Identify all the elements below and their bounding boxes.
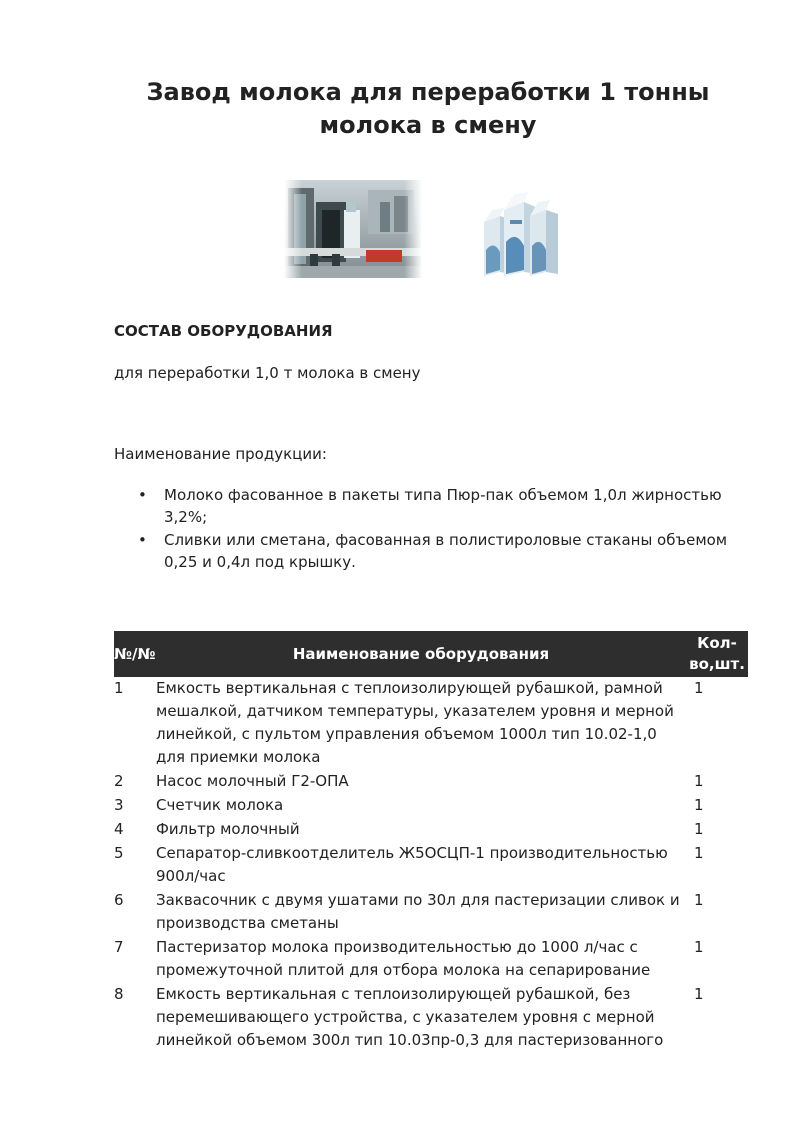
- milk-plant-photo: [284, 180, 422, 278]
- table-row: [114, 983, 748, 1053]
- row-num: 2: [114, 772, 124, 790]
- bullet-icon: •: [138, 486, 147, 504]
- table-row: [114, 794, 748, 818]
- row-qty: 1: [694, 772, 704, 790]
- row-num: 8: [114, 985, 124, 1003]
- row-num: 7: [114, 938, 124, 956]
- section-heading: СОСТАВ ОБОРУДОВАНИЯ: [114, 322, 333, 340]
- products-label: Наименование продукции:: [114, 445, 327, 463]
- table-row: [114, 842, 748, 889]
- row-qty: 1: [694, 985, 704, 1003]
- row-num: 5: [114, 844, 124, 862]
- row-name: Фильтр молочный: [156, 820, 300, 838]
- table-row: [114, 677, 748, 770]
- page-title: Завод молока для переработки 1 тонны молока в смену: [146, 78, 710, 139]
- row-name: Заквасочник с двумя ушатами по 30л для пастеризации сливок и производства сметаны: [156, 891, 680, 932]
- row-num: 4: [114, 820, 124, 838]
- header-qty: Кол-во,шт.: [686, 631, 748, 677]
- row-qty: 1: [694, 844, 704, 862]
- row-name: Насос молочный Г2-ОПА: [156, 772, 349, 790]
- table-header-row: [114, 631, 748, 677]
- table-row: [114, 936, 748, 983]
- list-item: • Сливки или сметана, фасованная в полистироловые стаканы объемом 0,25 и 0,4л под крышку.: [138, 531, 728, 571]
- equipment-table: [114, 631, 748, 1053]
- subtitle: для переработки 1,0 т молока в смену: [114, 364, 421, 382]
- products-list: [114, 484, 744, 574]
- header-name: Наименование оборудования: [156, 631, 686, 677]
- table-row: [114, 770, 748, 794]
- bullet-icon: •: [138, 531, 147, 549]
- row-name: Счетчик молока: [156, 796, 284, 814]
- row-qty: 1: [694, 796, 704, 814]
- row-name: Пастеризатор молока производительностью до 1000 л/час с промежуточной плитой для отбора молока на сепарирование: [156, 938, 651, 979]
- row-qty: 1: [694, 820, 704, 838]
- row-num: 3: [114, 796, 124, 814]
- row-num: 1: [114, 679, 124, 697]
- row-qty: 1: [694, 679, 704, 697]
- milk-cartons-photo: [474, 180, 612, 278]
- row-name: Сепаратор-сливкоотделитель Ж5ОСЦП-1 производительностью 900л/час: [156, 844, 668, 885]
- table-row: [114, 818, 748, 842]
- table-row: [114, 889, 748, 936]
- row-name: Емкость вертикальная с теплоизолирующей рубашкой, без перемешивающего устройства, с указателем уровня с мерной линейкой объемом 300л тип 10.03пр-0,3 для пастеризованного: [156, 985, 664, 1049]
- row-name: Емкость вертикальная с теплоизолирующей рубашкой, рамной мешалкой, датчиком температуры, указателем уровня и мерной линейкой, с пультом управления объемом 1000л тип 10.02-1,0 для приемки молока: [156, 679, 674, 766]
- list-item: • Молоко фасованное в пакеты типа Пюр-пак объемом 1,0л жирностью 3,2%;: [138, 486, 722, 526]
- row-num: 6: [114, 891, 124, 909]
- row-qty: 1: [694, 938, 704, 956]
- row-qty: 1: [694, 891, 704, 909]
- header-num: №/№: [114, 631, 156, 677]
